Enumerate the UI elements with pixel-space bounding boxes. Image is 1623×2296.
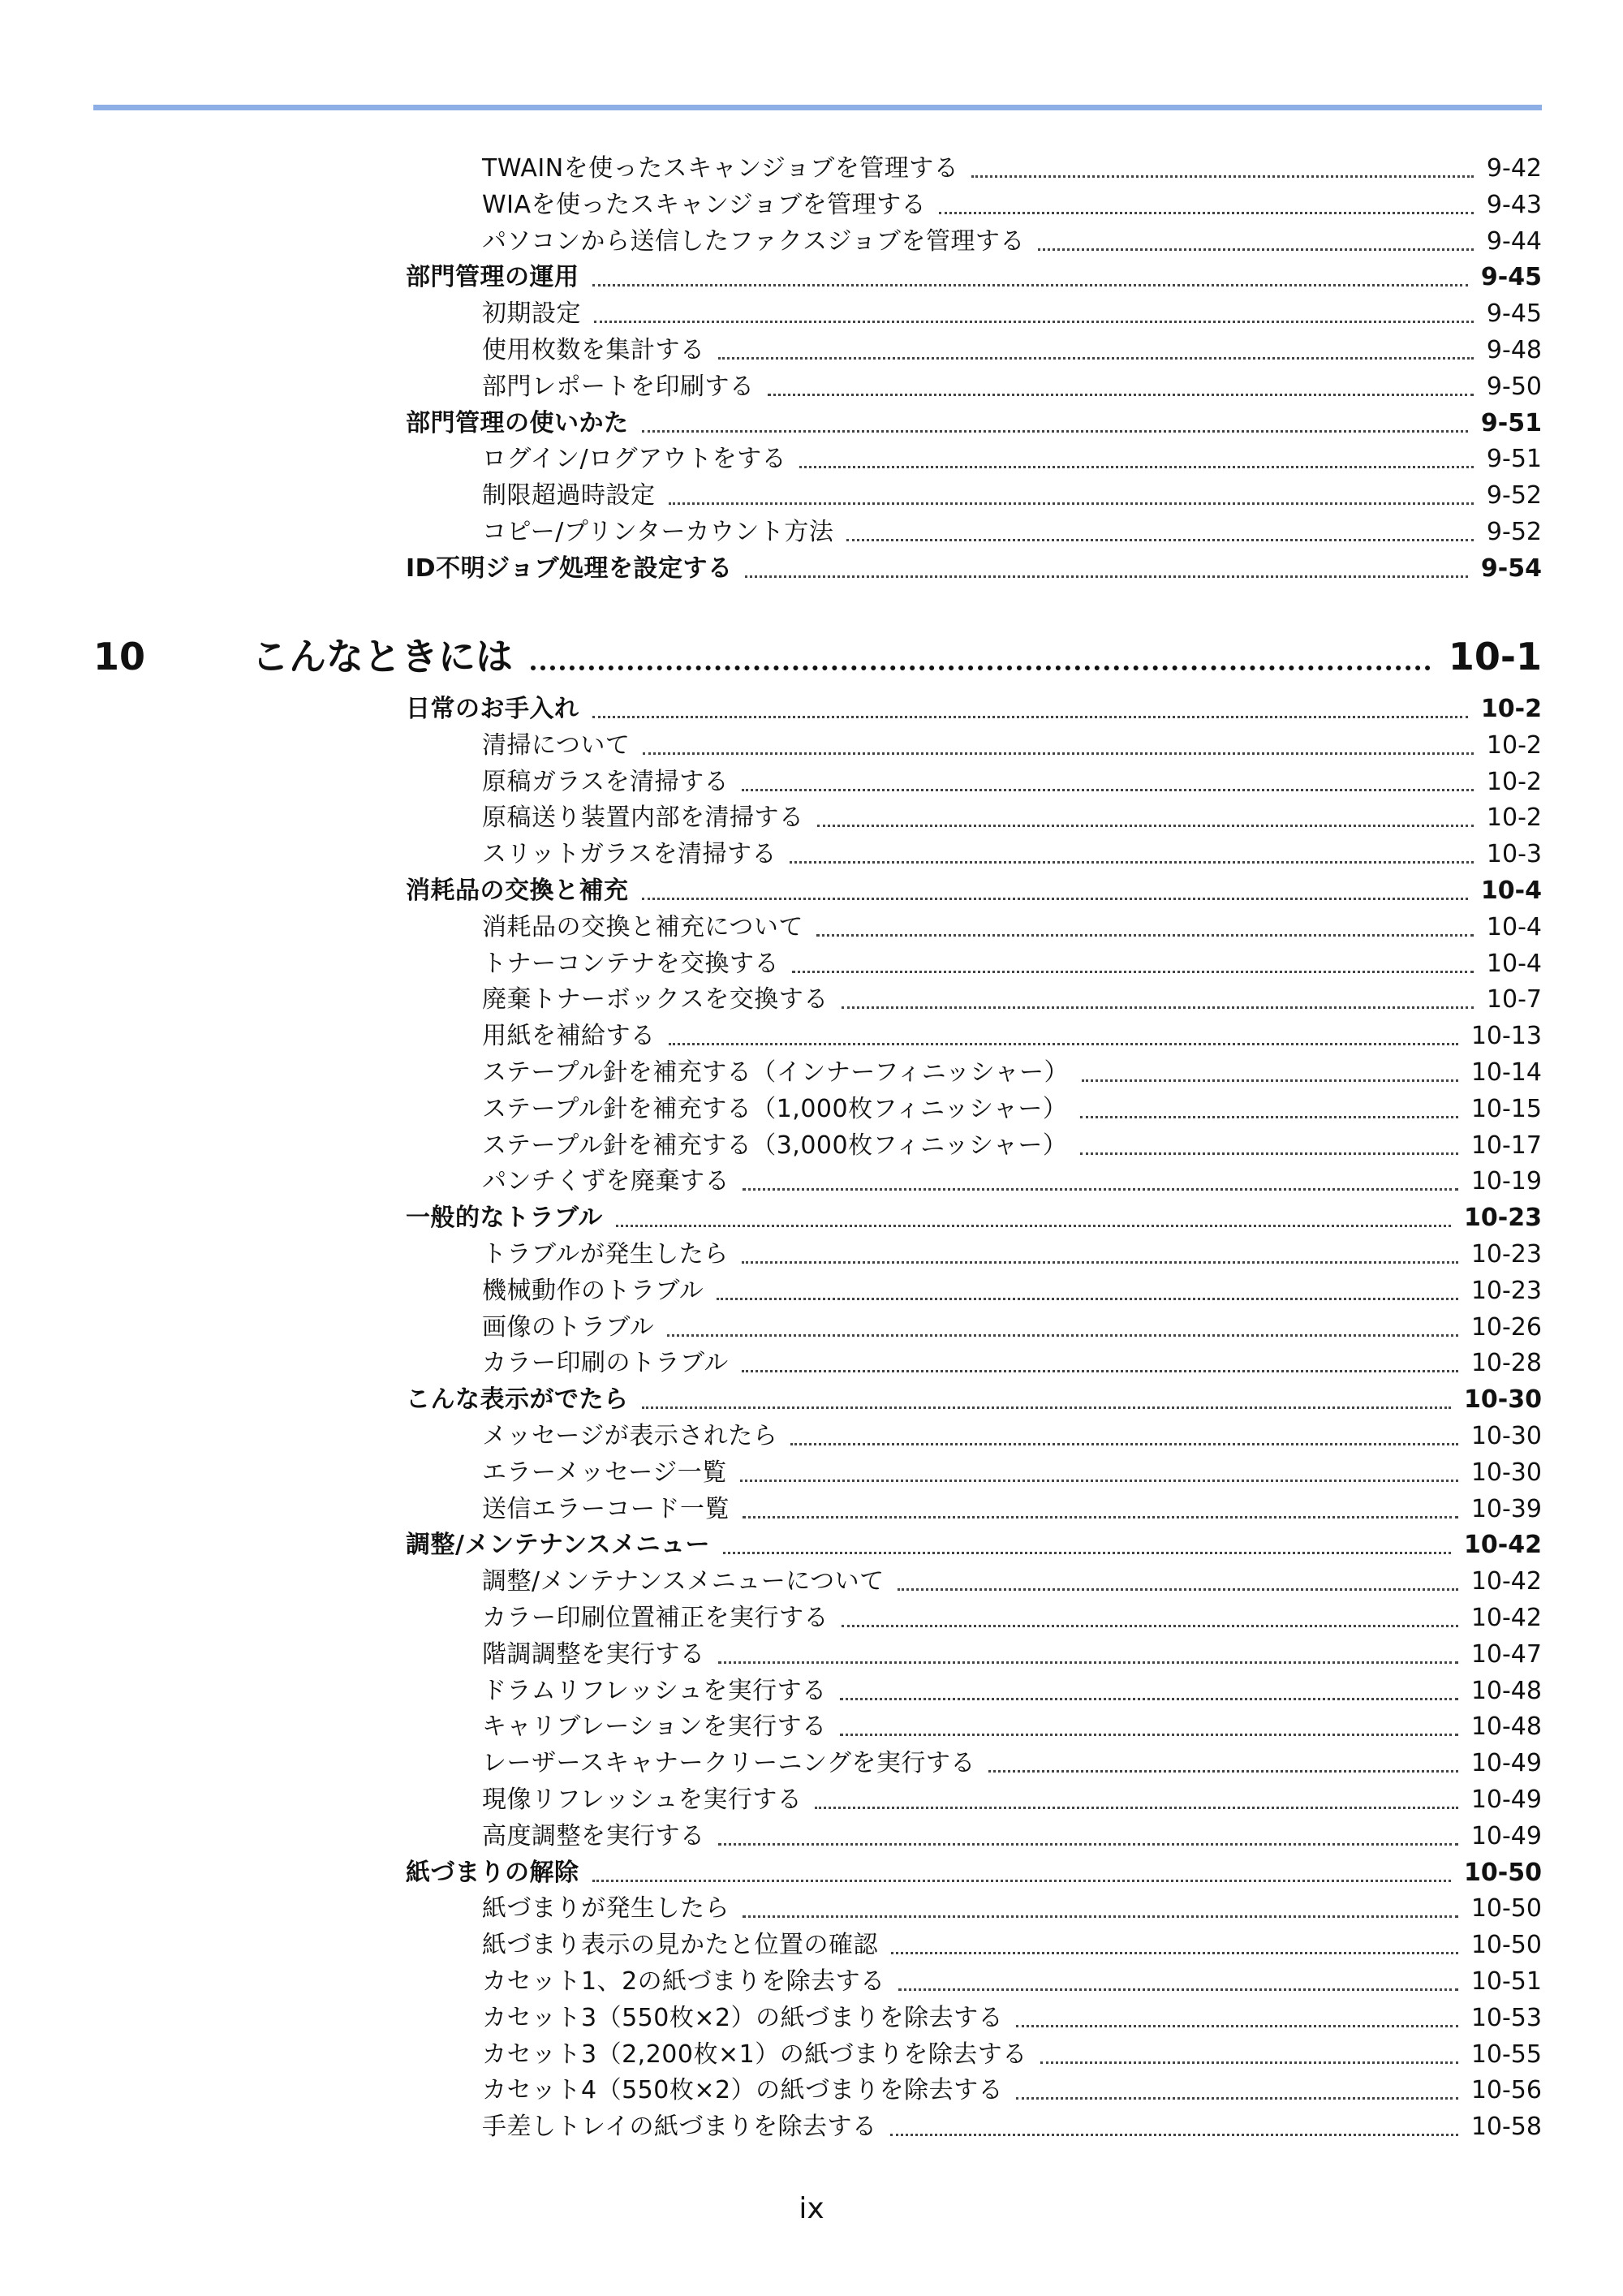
toc-entry-title: ID不明ジョブ処理を設定する — [406, 554, 733, 583]
toc-entry-page: 9-51 — [1486, 445, 1542, 474]
toc-subsection-entry[interactable] — [0, 797, 1542, 834]
toc-leader-dots — [898, 1587, 1458, 1591]
toc-entry-title: 消耗品の交換と補充 — [406, 877, 629, 905]
toc-entry-page: 10-23 — [1464, 1204, 1542, 1233]
toc-entry-title: トラブルが発生したら — [482, 1240, 729, 1269]
toc-leader-dots — [815, 1805, 1457, 1809]
toc-entry-title: 階調調整を実行する — [482, 1639, 705, 1669]
toc-entry-page: 10-50 — [1464, 1858, 1542, 1887]
toc-leader-dots — [742, 1260, 1458, 1264]
toc-entry-page: 10-23 — [1470, 1276, 1542, 1305]
toc-leader-dots — [594, 319, 1474, 323]
toc-leader-dots — [790, 859, 1474, 864]
toc-subsection-entry[interactable] — [0, 1088, 1542, 1125]
toc-entry-title: 原稿送り装置内部を清掃する — [482, 803, 804, 833]
toc-subsection-entry[interactable] — [0, 1670, 1542, 1707]
toc-section-entry[interactable] — [0, 1852, 1542, 1889]
toc-leader-dots — [842, 1623, 1458, 1627]
toc-entry-page: 9-54 — [1480, 554, 1542, 583]
toc-entry-title: パンチくずを廃棄する — [482, 1167, 730, 1196]
toc-subsection-entry[interactable] — [0, 330, 1542, 366]
toc-entry-page: 10-23 — [1470, 1240, 1542, 1269]
toc-leader-dots — [616, 1223, 1451, 1227]
chapter-heading[interactable] — [93, 627, 1542, 680]
toc-leader-dots — [742, 787, 1474, 791]
toc-subsection-entry[interactable] — [0, 293, 1542, 330]
toc-leader-dots — [667, 1333, 1458, 1337]
toc-entry-title: ステープル針を補充する（インナーフィニッシャー） — [482, 1058, 1069, 1087]
toc-leader-dots — [799, 464, 1474, 468]
toc-entry-title: 部門管理の使いかた — [406, 408, 629, 437]
toc-subsection-entry[interactable] — [0, 1125, 1542, 1161]
toc-leader-dots — [891, 1950, 1458, 1954]
toc-entry-page: 10-42 — [1470, 1604, 1542, 1632]
toc-subsection-entry[interactable] — [0, 1488, 1542, 1525]
toc-subsection-entry[interactable] — [0, 1706, 1542, 1742]
toc-entry-page: 10-7 — [1486, 985, 1542, 1014]
toc-subsection-entry[interactable] — [0, 1997, 1542, 2034]
toc-leader-dots — [642, 896, 1468, 900]
toc-leader-dots — [1082, 1078, 1458, 1082]
toc-subsection-entry[interactable] — [0, 943, 1542, 980]
toc-entry-page: 9-45 — [1486, 299, 1542, 329]
toc-entry-page: 10-19 — [1470, 1167, 1542, 1196]
toc-section-entry[interactable] — [0, 1524, 1542, 1561]
toc-entry-title: 日常のお手入れ — [406, 695, 579, 723]
toc-leader-dots — [592, 282, 1468, 286]
toc-entry-page: 10-4 — [1480, 877, 1542, 905]
toc-leader-dots — [669, 501, 1474, 505]
toc-leader-dots — [988, 1768, 1458, 1773]
toc-leader-dots — [717, 1296, 1458, 1300]
toc-subsection-entry[interactable] — [0, 1270, 1542, 1307]
toc-leader-dots — [890, 2132, 1458, 2136]
header-rule — [93, 105, 1542, 110]
toc-leader-dots — [1080, 1151, 1457, 1155]
toc-section-entry[interactable] — [0, 1197, 1542, 1234]
toc-leader-dots — [592, 1878, 1452, 1882]
toc-leader-dots — [846, 537, 1473, 541]
toc-entry-page: 10-2 — [1486, 730, 1542, 760]
toc-entry-title: メッセージが表示されたら — [482, 1422, 778, 1450]
toc-leader-dots — [768, 392, 1474, 396]
toc-leader-dots — [790, 1441, 1458, 1445]
toc-leader-dots — [1016, 2023, 1458, 2027]
toc-entry-title: 紙づまりが発生したら — [482, 1894, 730, 1923]
toc-subsection-entry[interactable] — [0, 2070, 1542, 2106]
toc-entry-page: 10-2 — [1486, 767, 1542, 796]
toc-subsection-entry[interactable] — [0, 1452, 1542, 1488]
toc-entry-page: 10-4 — [1486, 912, 1542, 941]
toc-entry-title: カセット3（550枚×2）の紙づまりを除去する — [482, 2003, 1004, 2032]
toc-entry-title: パソコンから送信したファクスジョブを管理する — [482, 226, 1025, 256]
toc-entry-title: 廃棄トナーボックスを交換する — [482, 985, 829, 1014]
toc-entry-title: 一般的なトラブル — [406, 1204, 603, 1233]
toc-section-entry[interactable] — [0, 548, 1542, 584]
toc-subsection-entry[interactable] — [0, 1161, 1542, 1197]
toc-entry-page: 10-49 — [1470, 1821, 1542, 1850]
toc-entry-title: キャリブレーションを実行する — [482, 1712, 827, 1742]
toc-leader-dots — [971, 174, 1474, 178]
toc-entry-title: カセット1、2の紙づまりを除去する — [482, 1967, 885, 1996]
toc-leader-dots — [745, 574, 1467, 578]
toc-entry-title: 手差しトレイの紙づまりを除去する — [482, 2113, 877, 2142]
toc-section-entry[interactable] — [0, 256, 1542, 293]
toc-leader-dots — [669, 1041, 1458, 1045]
toc-entry-title: WIAを使ったスキャンジョブを管理する — [482, 190, 927, 219]
toc-leader-dots — [792, 969, 1474, 973]
toc-subsection-entry[interactable] — [0, 1924, 1542, 1961]
toc-entry-title: ステープル針を補充する（3,000枚フィニッシャー） — [482, 1131, 1068, 1160]
toc-entry-page: 10-48 — [1470, 1676, 1542, 1705]
toc-entry-title: 消耗品の交換と補充について — [482, 912, 803, 941]
toc-entry-page: 10-42 — [1470, 1567, 1542, 1596]
toc-entry-page: 10-14 — [1470, 1058, 1542, 1087]
toc-entry-title: ログイン/ログアウトをする — [482, 445, 787, 474]
chapter-title: こんなときには — [252, 635, 513, 678]
toc-leader-dots — [592, 714, 1468, 718]
toc-entry-page: 10-13 — [1470, 1022, 1542, 1051]
toc-entry-page: 10-2 — [1486, 803, 1542, 833]
toc-entry-page: 10-56 — [1470, 2076, 1542, 2105]
toc-entry-page: 10-47 — [1470, 1639, 1542, 1669]
toc-leader-dots — [1080, 1114, 1457, 1118]
toc-entry-title: コピー/プリンターカウント方法 — [482, 518, 834, 546]
toc-leader-dots — [743, 1187, 1458, 1191]
toc-leader-dots — [1016, 2096, 1458, 2100]
toc-subsection-entry[interactable] — [0, 184, 1542, 221]
toc-subsection-entry[interactable] — [0, 1052, 1542, 1088]
toc-entry-page: 10-39 — [1470, 1494, 1542, 1523]
toc-entry-page: 10-30 — [1470, 1458, 1542, 1487]
toc-entry-title: 使用枚数を集計する — [482, 336, 705, 364]
toc-entry-title: 機械動作のトラブル — [482, 1276, 704, 1305]
toc-entry-title: トナーコンテナを交換する — [482, 949, 779, 978]
toc-entry-title: 画像のトラブル — [482, 1312, 655, 1342]
page-number: ix — [799, 2192, 824, 2225]
toc-entry-page: 9-48 — [1486, 336, 1542, 364]
toc-entry-page: 10-30 — [1470, 1422, 1542, 1450]
toc-subsection-entry[interactable] — [0, 1415, 1542, 1452]
toc-subsection-entry[interactable] — [0, 366, 1542, 403]
toc-subsection-entry[interactable] — [0, 1015, 1542, 1052]
toc-entry-title: ステープル針を補充する（1,000枚フィニッシャー） — [482, 1094, 1068, 1123]
toc-entry-title: 調整/メンテナンスメニューについて — [482, 1567, 885, 1596]
toc-subsection-entry[interactable] — [0, 1307, 1542, 1343]
toc-entry-page: 10-28 — [1470, 1349, 1542, 1378]
toc-subsection-entry[interactable] — [0, 2106, 1542, 2143]
toc-subsection-entry[interactable] — [0, 438, 1542, 475]
toc-entry-page: 10-3 — [1486, 840, 1542, 869]
toc-leader-dots — [817, 823, 1474, 827]
toc-entry-page: 10-17 — [1470, 1131, 1542, 1160]
toc-entry-title: カセット3（2,200枚×1）の紙づまりを除去する — [482, 2040, 1027, 2069]
toc-subsection-entry[interactable] — [0, 1342, 1542, 1379]
toc-entry-title: 現像リフレッシュを実行する — [482, 1786, 803, 1814]
toc-entry-page: 10-53 — [1470, 2003, 1542, 2032]
toc-entry-title: 紙づまり表示の見かたと位置の確認 — [482, 1931, 878, 1960]
toc-entry-title: カラー印刷位置補正を実行する — [482, 1604, 829, 1632]
toc-entry-page: 9-44 — [1486, 226, 1542, 256]
toc-entry-page: 10-4 — [1486, 949, 1542, 978]
toc-entry-page: 10-55 — [1470, 2040, 1542, 2069]
toc-subsection-entry[interactable] — [0, 979, 1542, 1015]
toc-entry-title: 部門管理の運用 — [406, 263, 579, 292]
toc-subsection-entry[interactable] — [0, 1816, 1542, 1852]
toc-leader-dots — [743, 1914, 1458, 1918]
toc-entry-title: スリットガラスを清掃する — [482, 840, 777, 869]
toc-leader-dots — [642, 1405, 1452, 1409]
toc-entry-page: 10-2 — [1480, 695, 1542, 723]
toc-leader-dots — [939, 210, 1474, 214]
toc-entry-title: カラー印刷のトラブル — [482, 1349, 729, 1378]
toc-entry-title: カセット4（550枚×2）の紙づまりを除去する — [482, 2076, 1004, 2105]
toc-leader-dots — [740, 1478, 1458, 1482]
toc-subsection-entry[interactable] — [0, 834, 1542, 870]
toc-section-entry[interactable] — [0, 403, 1542, 439]
chapter-page: 10-1 — [1448, 635, 1542, 678]
toc-entry-page: 9-42 — [1486, 154, 1542, 183]
toc-entry-title: 送信エラーコード一覧 — [482, 1494, 730, 1523]
toc-subsection-entry[interactable] — [0, 511, 1542, 548]
toc-entry-page: 10-15 — [1470, 1094, 1542, 1123]
toc-entry-page: 10-49 — [1470, 1749, 1542, 1778]
toc-entry-page: 9-50 — [1486, 372, 1542, 401]
toc-leader-dots — [816, 933, 1474, 937]
toc-section-entry[interactable] — [0, 870, 1542, 907]
toc-entry-page: 10-48 — [1470, 1712, 1542, 1742]
toc-entry-page: 10-30 — [1464, 1385, 1542, 1415]
toc-entry-page: 10-58 — [1470, 2113, 1542, 2142]
toc-entry-page: 10-51 — [1470, 1967, 1542, 1996]
toc-subsection-entry[interactable] — [0, 1634, 1542, 1670]
toc-entry-title: 用紙を補給する — [482, 1022, 656, 1051]
toc-subsection-entry[interactable] — [0, 1561, 1542, 1597]
toc-subsection-entry[interactable] — [0, 1234, 1542, 1270]
toc-leader-dots — [840, 1732, 1458, 1736]
toc-section-entry[interactable] — [0, 1379, 1542, 1415]
toc-subsection-entry[interactable] — [0, 1888, 1542, 1924]
toc-leader-dots — [642, 429, 1468, 433]
toc-entry-title: 調整/メンテナンスメニュー — [406, 1531, 711, 1560]
toc-entry-title: エラーメッセージ一覧 — [482, 1458, 727, 1487]
toc-subsection-entry[interactable] — [0, 1779, 1542, 1816]
toc-leader-dots — [842, 1005, 1474, 1009]
toc-entry-title: ドラムリフレッシュを実行する — [482, 1676, 827, 1705]
toc-entry-page: 9-52 — [1486, 481, 1542, 510]
toc-entry-page: 9-52 — [1486, 518, 1542, 546]
toc-entry-page: 9-43 — [1486, 190, 1542, 219]
toc-entry-title: TWAINを使ったスキャンジョブを管理する — [482, 154, 959, 183]
toc-leader-dots — [718, 1842, 1458, 1846]
toc-leader-dots — [1040, 2060, 1458, 2064]
toc-entry-page: 10-50 — [1470, 1894, 1542, 1923]
toc-entry-title: 制限超過時設定 — [482, 481, 656, 510]
toc-entry-title: 部門レポートを印刷する — [482, 372, 755, 401]
toc-leader-dots — [743, 1514, 1458, 1518]
toc-entry-page: 10-26 — [1470, 1312, 1542, 1342]
toc-leader-dots — [898, 1987, 1458, 1991]
toc-entry-page: 10-50 — [1470, 1931, 1542, 1960]
toc-subsection-entry[interactable] — [0, 725, 1542, 761]
toc-entry-title: 清掃について — [482, 730, 631, 760]
toc-entry-title: レーザースキャナークリーニングを実行する — [482, 1749, 975, 1778]
toc-entry-page: 10-49 — [1470, 1786, 1542, 1814]
toc-subsection-entry[interactable] — [0, 1597, 1542, 1634]
toc-leader-dots — [1038, 247, 1474, 251]
toc-section-entry[interactable] — [0, 688, 1542, 725]
toc-leader-dots — [718, 355, 1474, 360]
toc-leader-dots — [643, 751, 1474, 755]
toc-entry-page: 10-42 — [1464, 1531, 1542, 1560]
toc-entry-title: 高度調整を実行する — [482, 1821, 705, 1850]
toc-subsection-entry[interactable] — [0, 2034, 1542, 2070]
toc-entry-title: 原稿ガラスを清掃する — [482, 767, 730, 796]
toc-leader-dots — [723, 1550, 1451, 1554]
toc-subsection-entry[interactable] — [0, 148, 1542, 184]
toc-entry-page: 9-45 — [1480, 263, 1542, 292]
toc-entry-title: こんな表示がでたら — [406, 1385, 629, 1415]
toc-entry-title: 初期設定 — [482, 299, 581, 329]
chapter-leader-dots — [531, 662, 1431, 670]
toc-entry-title: 紙づまりの解除 — [406, 1858, 579, 1887]
toc-leader-dots — [718, 1660, 1458, 1664]
toc-leader-dots — [742, 1368, 1458, 1372]
toc-subsection-entry[interactable] — [0, 221, 1542, 257]
toc-subsection-entry[interactable] — [0, 1742, 1542, 1779]
toc-subsection-entry[interactable] — [0, 761, 1542, 798]
chapter-number: 10 — [93, 635, 146, 678]
toc-entry-page: 9-51 — [1480, 408, 1542, 437]
toc-leader-dots — [840, 1696, 1458, 1700]
toc-subsection-entry[interactable] — [0, 475, 1542, 511]
toc-subsection-entry[interactable] — [0, 1961, 1542, 1997]
toc-subsection-entry[interactable] — [0, 907, 1542, 943]
